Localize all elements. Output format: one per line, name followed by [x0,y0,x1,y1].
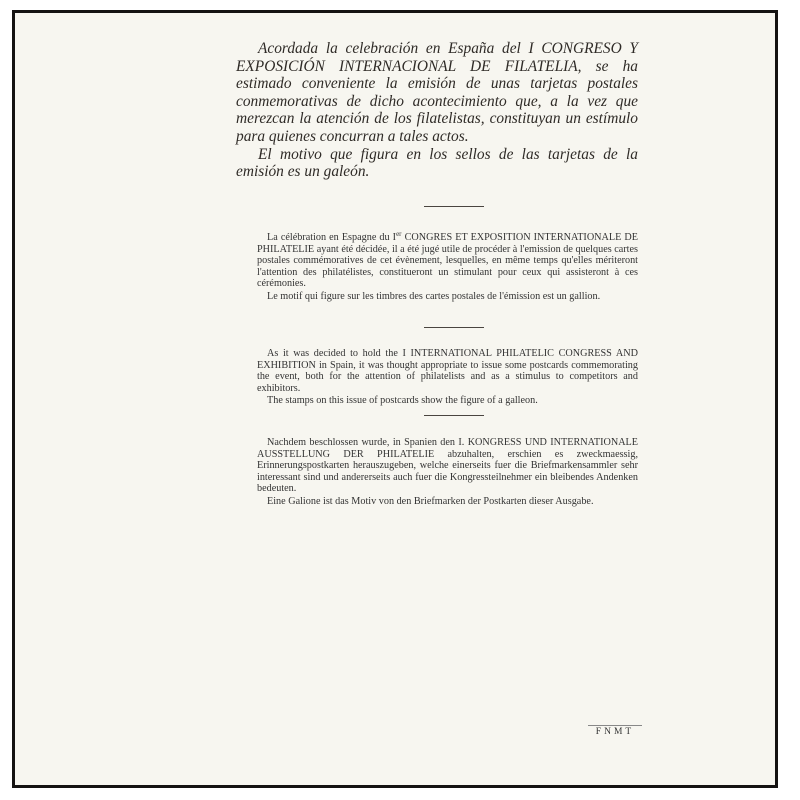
footer-rule [588,725,642,726]
french-paragraph-1-rest: CONGRES ET EXPOSITION INTERNATIONALE DE PHILATELIE ayant été décidée, il a été jugé utile de procéder à l'emission de quelques cartes postales commémoratives de cet évènement, lesquelles, en même temps qu'elles mériteront l'attention des philatélistes, constitueront un stimulant pour ceux qui assisteront à ces cérémonies. [257,232,638,290]
french-text [257,229,638,303]
spanish-paragraph-1: Acordada la celebración en España del I CONGRESO Y EXPOSICIÓN INTERNACIONAL DE FILATELIA, se ha estimado conveniente la emisión de unas tarjetas postales conmemorativas de dicho acontecimiento que, a la vez que merezcan la atención de los filatelistas, constituyan un estímulo para quienes concurran a tales actos. [236,40,638,145]
divider-1 [424,206,484,207]
german-paragraph-1: Nachdem beschlossen wurde, in Spanien den I. KONGRESS UND INTERNATIONALE AUSSTELLUNG DER PHILATELIE abzuhalten, erschien es zweckmaessig, Erinnerungspostkarten herauszugeben, welche einerseits fuer die Briefmarkensammler sehr interessant sind und andererseits auch fuer die Kongressteilnehmer ein bleibendes Andenken bedeuten. [257,437,638,495]
english-paragraph-2: The stamps on this issue of postcards show the figure of a galleon. [267,395,538,407]
french-paragraph-2: Le motif qui figure sur les timbres des cartes postales de l'émission est un gallion. [267,290,601,302]
spanish-text [236,40,638,181]
french-paragraph-1 [257,229,638,290]
german-text [257,437,638,508]
english-text [257,348,638,407]
printer-mark: FNMT [595,727,635,737]
spanish-paragraph-2: El motivo que figura en los sellos de las tarjetas de la emisión es un galeón. [236,145,638,181]
divider-3 [424,415,484,416]
divider-2 [424,327,484,328]
french-paragraph-1-start: La célébration en Espagne du I [267,232,397,243]
french-superscript: er [396,230,402,238]
german-paragraph-2: Eine Galione ist das Motiv von den Briefmarken der Postkarten dieser Ausgabe. [267,495,594,507]
english-paragraph-1: As it was decided to hold the I INTERNATIONAL PHILATELIC CONGRESS AND EXHIBITION in Spain, it was thought appropriate to issue some postcards commemorating the event, both for the attention of philatelists and as a stimulus to competitors and exhibitors. [257,348,638,394]
